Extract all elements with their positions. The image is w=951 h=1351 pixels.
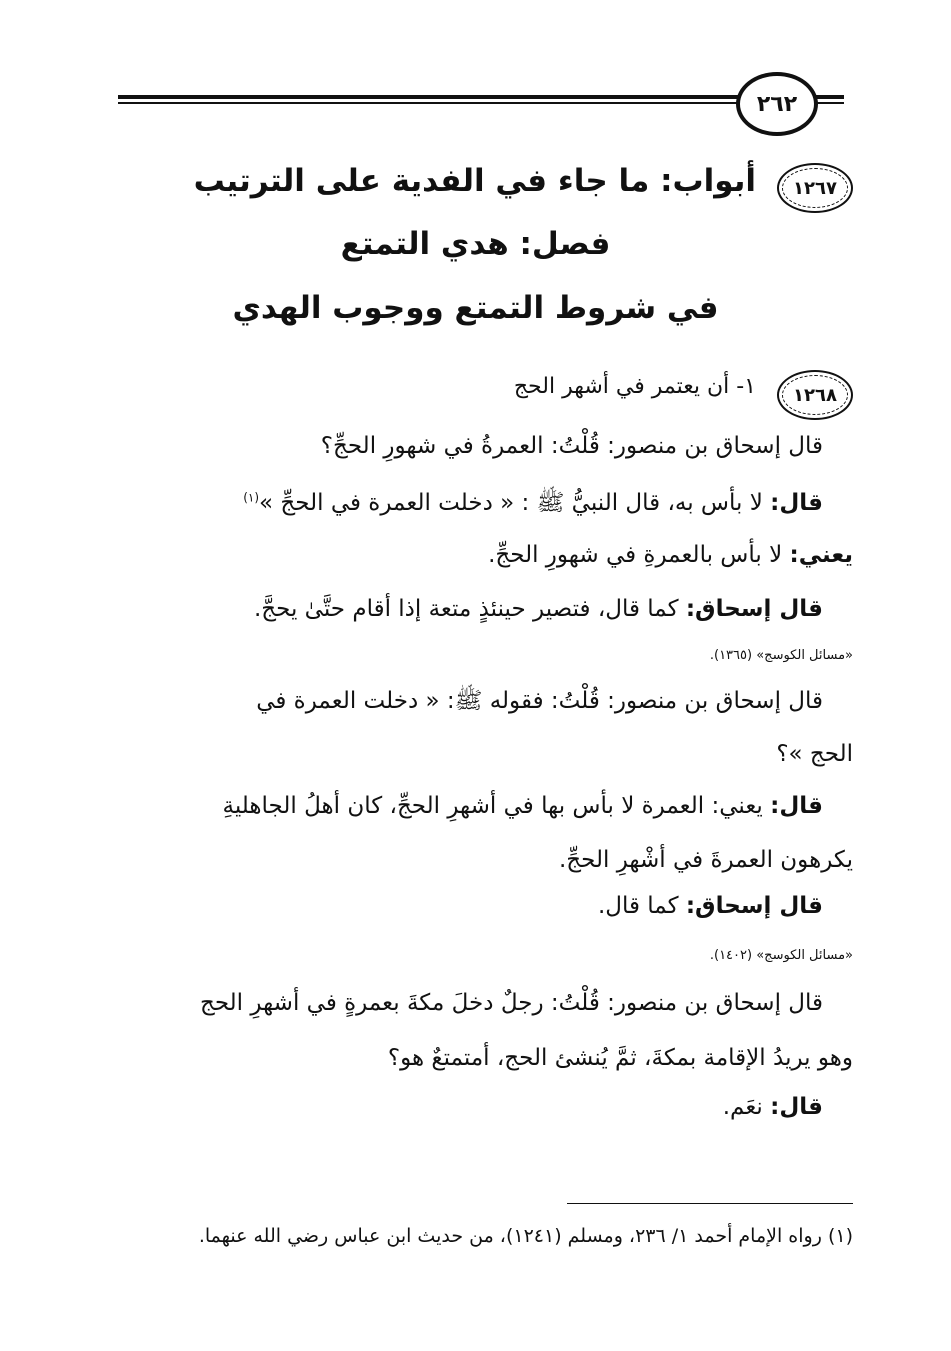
speaker-label: قال: [770,793,823,819]
paragraph-6-text: يعني: العمرة لا بأس بها في أشهرِ الحجِّ، كان أهلُ الجاهليةِ [222,793,771,819]
paragraph-6-line-2: يكرهون العمرةَ في أشْهرِ الحجِّ. [559,847,853,873]
paragraph-7-text: كما قال. [597,893,686,919]
item-number-badge: ١٢٦٨ [777,370,853,420]
paragraph-2 [243,488,823,522]
paragraph-3-text: لا بأس بالعمرةِ في شهورِ الحجِّ. [488,542,790,568]
paragraph-6-line-1 [223,793,823,819]
paragraph-5-line-1: قال إسحاق بن منصور: قُلْتُ: فقوله ﷺ: « دخلت العمرة في [256,688,823,714]
speaker-label: قال: [770,1094,823,1120]
footnote [199,1225,853,1247]
section-title: فصل: هدي التمتع [340,226,611,262]
speaker-label: قال إسحاق: [685,596,823,622]
paragraph-5-line-2: الحج »؟ [776,741,853,767]
speaker-label: يعني: [789,542,853,568]
source-reference-2: «مسائل الكوسج» (١٤٠٢). [709,948,853,963]
paragraph-2-text: لا بأس به، قال النبيُّ ﷺ : « دخلت العمرة في الحجِّ » [259,490,771,516]
page-number: ٢٦٢ [736,72,818,136]
source-reference-1: «مسائل الكوسج» (١٣٦٥). [709,648,853,663]
speaker-label: قال إسحاق: [685,893,823,919]
paragraph-9-text: نعَم. [722,1094,771,1120]
footnote-marker: (١) [243,490,260,505]
paragraph-8-line-1: قال إسحاق بن منصور: قُلْتُ: رجلٌ دخلَ مكةَ بعمرةٍ في أشهرِ الحج [199,990,823,1016]
chapter-number-badge: ١٢٦٧ [777,163,853,213]
paragraph-4 [254,596,823,622]
paragraph-1: قال إسحاق بن منصور: قُلْتُ: العمرةُ في شهورِ الحجِّ؟ [320,433,823,459]
paragraph-8-line-2: وهو يريدُ الإقامة بمكةَ، ثمَّ يُنشئ الحج، أمتمتعٌ هو؟ [387,1045,853,1071]
paragraph-4-text: كما قال، فتصير حينئذٍ متعة إذا أقام حتَّىٰ يحجَّ. [253,596,686,622]
subsection-title: في شروط التمتع ووجوب الهدي [232,290,719,326]
footnote-number: (١) [827,1225,853,1247]
paragraph-9 [723,1094,823,1120]
chapter-title: أبواب: ما جاء في الفدية على الترتيب [193,163,756,199]
paragraph-3 [488,542,853,568]
footnote-text: رواه الإمام أحمد ١/ ٢٣٦، ومسلم (١٢٤١)، من حديث ابن عباس رضي الله عنهما. [198,1225,828,1247]
footnote-separator [567,1203,853,1204]
speaker-label: قال: [770,490,823,516]
paragraph-7 [598,893,823,919]
item-heading: ١- أن يعتمر في أشهر الحج [513,374,756,399]
